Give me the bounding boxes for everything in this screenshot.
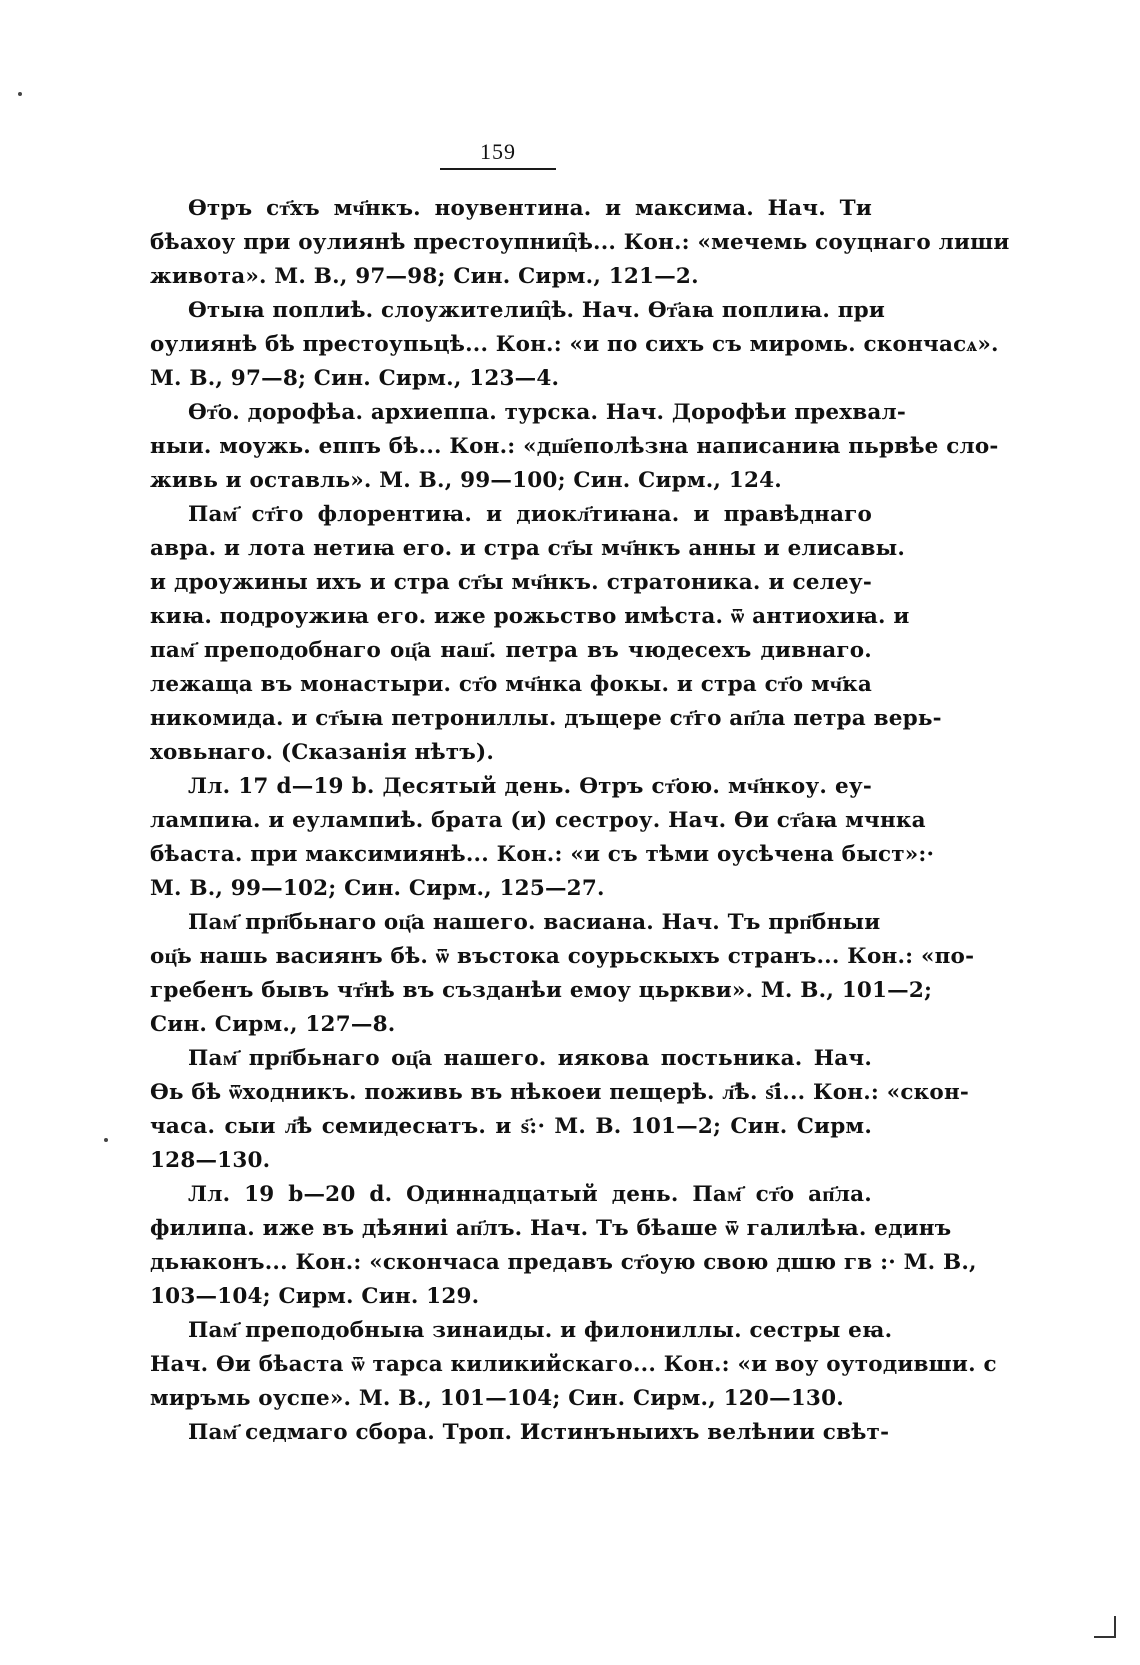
corner-mark-bottom-right bbox=[1114, 1616, 1116, 1638]
corner-mark-bottom-right-horizontal bbox=[1094, 1636, 1116, 1638]
text-line: лежаща въ монастыри. ст҃о мч҃нка фокы. и стра ст҃о мч҃ка bbox=[150, 672, 872, 697]
paragraph-10 bbox=[150, 1416, 890, 1450]
text-line: 103—104; Сирм. Син. 129. bbox=[150, 1284, 480, 1309]
margin-dot-top-left bbox=[18, 92, 22, 96]
paragraph-4 bbox=[150, 498, 942, 770]
page-number-rule bbox=[440, 168, 556, 170]
text-line: ныи. моужь. еппъ бѣ... Кон.: «дш҃еполѣзна написаниꙗ пьрвѣе сло- bbox=[150, 434, 999, 459]
page-number-container bbox=[440, 138, 556, 166]
paragraph-3 bbox=[150, 396, 999, 498]
paragraph-6 bbox=[150, 906, 975, 1042]
text-line: Ѳтыꙗ поплиѣ. слоужителиц̑ѣ. Нач. Ѳт҃аꙗ поплиꙗ. при bbox=[188, 298, 886, 323]
text-line: дьꙗконъ... Кон.: «скончаса предавъ ст҃оую свою дшю гв :· М. В., bbox=[150, 1250, 977, 1275]
text-line: Нач. Ѳи бѣаста ѿ тарса киликийскаго... Кон.: «и воу оутодивши. с bbox=[150, 1352, 997, 1377]
text-line: авра. и лота нетиꙗ его. и стра ст҃ы мч҃нкъ анны и елисавы. bbox=[150, 536, 906, 561]
text-line: живота». М. В., 97—98; Син. Сирм., 121—2. bbox=[150, 264, 699, 289]
text-line: М. В., 97—8; Син. Сирм., 123—4. bbox=[150, 366, 560, 391]
body-text bbox=[150, 192, 1010, 1450]
text-line: Пам҃ прп҃бьнаго оц҃а нашего. иякова постьника. Нач. bbox=[188, 1046, 872, 1071]
text-line: бѣахоу при оулиянѣ престоупниц̑ѣ... Кон.: «мечемь соуцнаго лиши bbox=[150, 230, 1010, 255]
text-line: М. В., 99—102; Син. Сирм., 125—27. bbox=[150, 876, 605, 901]
text-line: и дроужины ихъ и стра ст҃ы мч҃нкъ. стратоника. и селеу- bbox=[150, 570, 872, 595]
paragraph-1 bbox=[150, 192, 1010, 294]
text-line: Ѳт҃о. дорофѣа. архиеппа. турска. Нач. Дорофѣи прехвал- bbox=[188, 400, 907, 425]
text-line: оулиянѣ бѣ престоупьцѣ... Кон.: «и по сихъ съ миромь. скончасѧ». bbox=[150, 332, 999, 357]
text-line: Лл. 17 d—19 b. Десятый день. Ѳтръ ст҃ою. мч҃нкоу. еу- bbox=[188, 774, 872, 799]
paragraph-2 bbox=[150, 294, 999, 396]
paragraph-5 bbox=[150, 770, 935, 906]
text-line: Ѳь бѣ ѿходникъ. поживь въ нѣкоеи пещерѣ. л҃ѣ. ѕ҃і... Кон.: «скон- bbox=[150, 1080, 970, 1105]
text-line: никомида. и ст҃ыꙗ петрониллы. дъщере ст҃го ап҃ла петра верь- bbox=[150, 706, 942, 731]
text-line: филипа. иже въ дѣяниі ап҃лъ. Нач. Тъ бѣаше ѿ галилѣꙗ. единъ bbox=[150, 1216, 952, 1241]
text-line: Лл. 19 b—20 d. Одиннадцатый день. Пам҃ ст҃о ап҃ла. bbox=[188, 1182, 872, 1207]
paragraph-9 bbox=[150, 1314, 997, 1416]
text-line: миръмь оуспе». М. В., 101—104; Син. Сирм., 120—130. bbox=[150, 1386, 844, 1411]
text-line: Пам҃ седмаго сбора. Троп. Истинъныихъ велѣнии свѣт- bbox=[188, 1420, 890, 1445]
text-line: 128—130. bbox=[150, 1148, 271, 1173]
text-line: Пам҃ преподобныꙗ зинаиды. и филониллы. сестры еꙗ. bbox=[188, 1318, 893, 1343]
text-line: киꙗ. подроужиꙗ его. иже рожьство имѣста. ѿ антиохиꙗ. и bbox=[150, 604, 910, 629]
text-line: Син. Сирм., 127—8. bbox=[150, 1012, 396, 1037]
page-number: 159 bbox=[480, 139, 516, 164]
text-line: гребенъ бывъ чт҃нѣ въ създанѣи емоу цьркви». М. В., 101—2; bbox=[150, 978, 933, 1003]
text-line: живь и оставль». М. В., 99—100; Син. Сирм., 124. bbox=[150, 468, 782, 493]
text-line: Пам҃ прп҃бьнаго оц҃а нашего. васиана. Нач. Тъ прп҃бныи bbox=[188, 910, 881, 935]
paragraph-8 bbox=[150, 1178, 977, 1314]
margin-dot-left bbox=[104, 1138, 108, 1142]
text-line: оц҃ь нашь васиянъ бѣ. ѿ въстока соурьскыхъ странъ... Кон.: «по- bbox=[150, 944, 975, 969]
text-line: часа. сыи л҃ѣ семидесꙗтъ. и ѕ҃:· М. В. 101—2; Син. Сирм. bbox=[150, 1114, 872, 1139]
text-line: бѣаста. при максимиянѣ... Кон.: «и съ тѣми оусѣчена быст»:· bbox=[150, 842, 935, 867]
text-line: пам҃ преподобнаго оц҃а наш҃. петра въ чюдесехъ дивнаго. bbox=[150, 638, 872, 663]
paragraph-7 bbox=[150, 1042, 970, 1178]
text-line: лампиꙗ. и еулампиѣ. брата (и) сестроу. Нач. Ѳи ст҃аꙗ мчнка bbox=[150, 808, 926, 833]
text-line: ховьнаго. (Сказанія нѣтъ). bbox=[150, 740, 495, 765]
text-line: Пам҃ ст҃го флорентиꙗ. и диокл҃тиꙗна. и правѣднаго bbox=[188, 502, 872, 527]
text-line: Ѳтръ ст҃хъ мч҃нкъ. ноувентина. и максима. Нач. Ти bbox=[188, 196, 872, 221]
